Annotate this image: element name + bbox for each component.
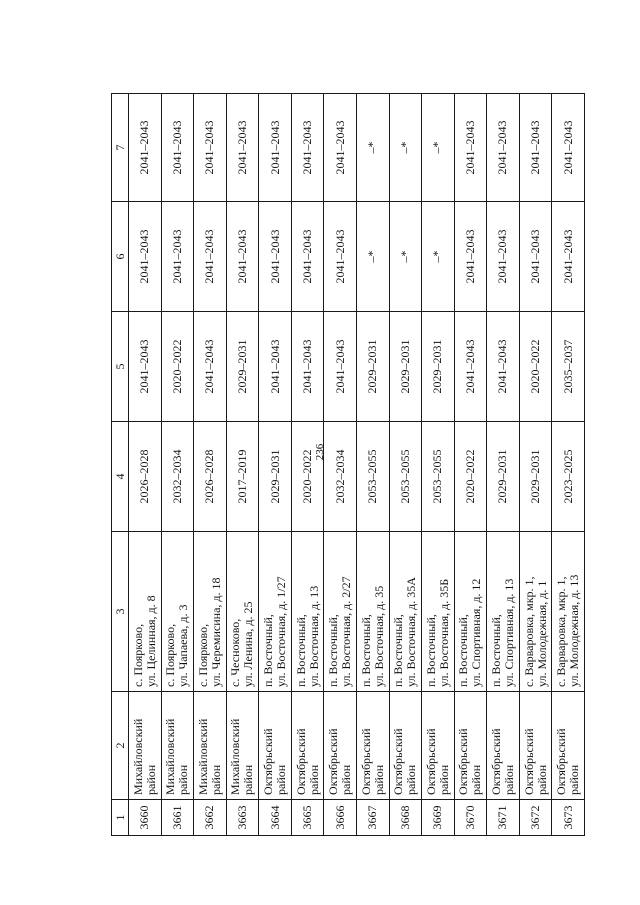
address-line: п. Восточный, [358,614,373,687]
row-number-cell: 3660 [129,800,162,836]
period-cell-c4: 2020–2022 [291,422,324,532]
column-header: 1 [112,800,129,836]
district-cell [422,692,455,800]
period-cell-c5: 2035–2037 [552,312,585,422]
district-line: район [306,764,321,795]
address-line: ул. Восточная, д. 35 [371,585,386,687]
period-cell-c5: 2041–2043 [291,312,324,422]
district-line: район [208,764,223,795]
district-cell [454,692,487,800]
table-container [111,94,585,836]
period-cell-c6: 2041–2043 [161,202,194,312]
row-number-cell: 3669 [422,800,455,836]
period-cell-c6: –* [389,202,422,312]
district-cell [194,692,227,800]
row-number-cell: 3665 [291,800,324,836]
period-cell-c4: 2053–2055 [422,422,455,532]
period-cell-c6: 2041–2043 [324,202,357,312]
district-line: Октябрьский [423,728,438,795]
address-line: п. Восточный, [423,614,438,687]
district-line: Октябрьский [521,728,536,795]
address-line: ул. Спортивная, д. 12 [469,578,484,687]
period-cell-c5: 2041–2043 [129,312,162,422]
address-line: с. Поярково, [130,623,145,687]
period-cell-c4: 2053–2055 [389,422,422,532]
district-line: район [404,764,419,795]
period-cell-c6: 2041–2043 [129,202,162,312]
row-number-cell: 3671 [487,800,520,836]
period-cell-c6: 2041–2043 [226,202,259,312]
district-line: Октябрьский [326,728,341,795]
table-body [129,94,585,836]
district-cell [552,692,585,800]
period-cell-c5: 2029–2031 [422,312,455,422]
table-row [487,94,520,836]
row-number-cell: 3672 [519,800,552,836]
district-cell [487,692,520,800]
row-number-cell: 3668 [389,800,422,836]
row-number-cell: 3664 [259,800,292,836]
district-line: Октябрьский [391,728,406,795]
district-line: район [143,764,158,795]
district-line: Октябрьский [261,728,276,795]
address-cell [454,532,487,692]
header-row [112,94,129,836]
period-cell-c7: 2041–2043 [129,94,162,202]
period-cell-c5: 2041–2043 [454,312,487,422]
district-line: Михайловский [163,718,178,795]
address-line: ул. Молодежная, д. 1 [534,580,549,687]
period-cell-c5: 2041–2043 [487,312,520,422]
address-cell [259,532,292,692]
district-cell [324,692,357,800]
column-header: 2 [112,692,129,800]
period-cell-c6: 2041–2043 [259,202,292,312]
period-cell-c5: 2041–2043 [194,312,227,422]
period-cell-c5: 2029–2031 [389,312,422,422]
row-number-cell: 3661 [161,800,194,836]
column-header: 7 [112,94,129,202]
address-line: ул. Восточная, д. 13 [306,585,321,687]
district-line: район [469,764,484,795]
address-cell [422,532,455,692]
address-line: п. Восточный, [391,614,406,687]
address-cell [291,532,324,692]
row-number-cell: 3673 [552,800,585,836]
period-cell-c7: 2041–2043 [259,94,292,202]
period-cell-c7: 2041–2043 [552,94,585,202]
period-cell-c5: 2020–2022 [519,312,552,422]
district-line: район [241,764,256,795]
district-cell [389,692,422,800]
period-cell-c4: 2026–2028 [129,422,162,532]
address-cell [487,532,520,692]
district-line: район [176,764,191,795]
period-cell-c4: 2053–2055 [356,422,389,532]
district-line: Октябрьский [358,728,373,795]
address-line: ул. Восточная, д. 2/27 [339,576,354,687]
column-header: 5 [112,312,129,422]
period-cell-c4: 2029–2031 [519,422,552,532]
address-cell [324,532,357,692]
table-row [454,94,487,836]
period-cell-c7: 2041–2043 [454,94,487,202]
address-line: ул. Восточная, д. 1/27 [274,576,289,687]
address-line: ул. Восточная, д. 35Б [436,578,451,687]
table-row [422,94,455,836]
district-line: Октябрьский [293,728,308,795]
address-line: п. Восточный, [261,614,276,687]
address-line: п. Восточный, [456,614,471,687]
table-row [226,94,259,836]
address-line: с. Поярково, [195,623,210,687]
period-cell-c4: 2032–2034 [324,422,357,532]
district-line: Михайловский [130,718,145,795]
district-line: район [274,764,289,795]
period-cell-c4: 2029–2031 [259,422,292,532]
district-line: Октябрьский [554,728,569,795]
row-number-cell: 3670 [454,800,487,836]
period-cell-c7: 2041–2043 [324,94,357,202]
period-cell-c7: –* [356,94,389,202]
address-cell [129,532,162,692]
district-line: район [339,764,354,795]
district-line: район [436,764,451,795]
table-row [161,94,194,836]
row-number-cell: 3662 [194,800,227,836]
period-cell-c7: 2041–2043 [194,94,227,202]
district-cell [291,692,324,800]
district-line: Михайловский [228,718,243,795]
period-cell-c7: 2041–2043 [519,94,552,202]
page-number: 236 [314,443,326,461]
column-header: 3 [112,532,129,692]
period-cell-c4: 2032–2034 [161,422,194,532]
period-cell-c6: –* [422,202,455,312]
address-line: п. Восточный, [326,614,341,687]
table-row [129,94,162,836]
district-cell [356,692,389,800]
address-line: ул. Спортивная, д. 13 [501,578,516,687]
table-row [259,94,292,836]
period-cell-c4: 2026–2028 [194,422,227,532]
period-cell-c5: 2041–2043 [324,312,357,422]
address-line: с. Варваровка, мкр. 1, [554,576,569,687]
row-number-cell: 3666 [324,800,357,836]
period-cell-c5: 2041–2043 [259,312,292,422]
row-number-cell: 3663 [226,800,259,836]
period-cell-c5: 2029–2031 [226,312,259,422]
column-header: 4 [112,422,129,532]
address-cell [356,532,389,692]
period-cell-c7: 2041–2043 [161,94,194,202]
address-line: ул. Молодежная, д. 13 [567,574,582,687]
period-cell-c5: 2029–2031 [356,312,389,422]
period-cell-c6: 2041–2043 [487,202,520,312]
address-cell [161,532,194,692]
period-cell-c6: 2041–2043 [291,202,324,312]
table-row [194,94,227,836]
period-cell-c4: 2017–2019 [226,422,259,532]
district-line: район [534,764,549,795]
address-line: с. Варваровка, мкр. 1, [521,576,536,687]
address-line: ул. Чапаева, д. 3 [176,604,191,687]
address-cell [389,532,422,692]
period-cell-c4: 2029–2031 [487,422,520,532]
district-line: район [501,764,516,795]
period-cell-c7: –* [389,94,422,202]
address-line: с. Чесноково, [228,618,243,687]
address-cell [194,532,227,692]
district-line: район [567,764,582,795]
address-line: ул. Ленина, д. 25 [241,601,256,687]
address-cell [226,532,259,692]
table-row [356,94,389,836]
address-line: п. Восточный, [488,614,503,687]
address-cell [552,532,585,692]
address-line: п. Восточный, [293,614,308,687]
district-line: Октябрьский [488,728,503,795]
period-cell-c5: 2020–2022 [161,312,194,422]
row-number-cell: 3667 [356,800,389,836]
district-cell [129,692,162,800]
period-cell-c6: 2041–2043 [519,202,552,312]
district-cell [161,692,194,800]
period-cell-c6: 2041–2043 [552,202,585,312]
period-cell-c6: 2041–2043 [194,202,227,312]
period-cell-c7: 2041–2043 [226,94,259,202]
district-cell [519,692,552,800]
period-cell-c4: 2023–2025 [552,422,585,532]
period-cell-c7: 2041–2043 [291,94,324,202]
district-line: Октябрьский [456,728,471,795]
column-header: 6 [112,202,129,312]
table-row [389,94,422,836]
address-line: с. Поярково, [163,623,178,687]
period-cell-c6: 2041–2043 [454,202,487,312]
district-cell [259,692,292,800]
table-row [324,94,357,836]
table-row [291,94,324,836]
period-cell-c4: 2020–2022 [454,422,487,532]
address-line: ул. Черемисина, д. 18 [208,577,223,687]
table-row [552,94,585,836]
schedule-table [111,93,585,836]
address-line: ул. Восточная, д. 35А [404,577,419,687]
district-line: Михайловский [195,718,210,795]
address-cell [519,532,552,692]
period-cell-c7: –* [422,94,455,202]
district-cell [226,692,259,800]
table-row [519,94,552,836]
period-cell-c6: –* [356,202,389,312]
period-cell-c7: 2041–2043 [487,94,520,202]
district-line: район [371,764,386,795]
address-line: ул. Целинная, д. 8 [143,595,158,687]
